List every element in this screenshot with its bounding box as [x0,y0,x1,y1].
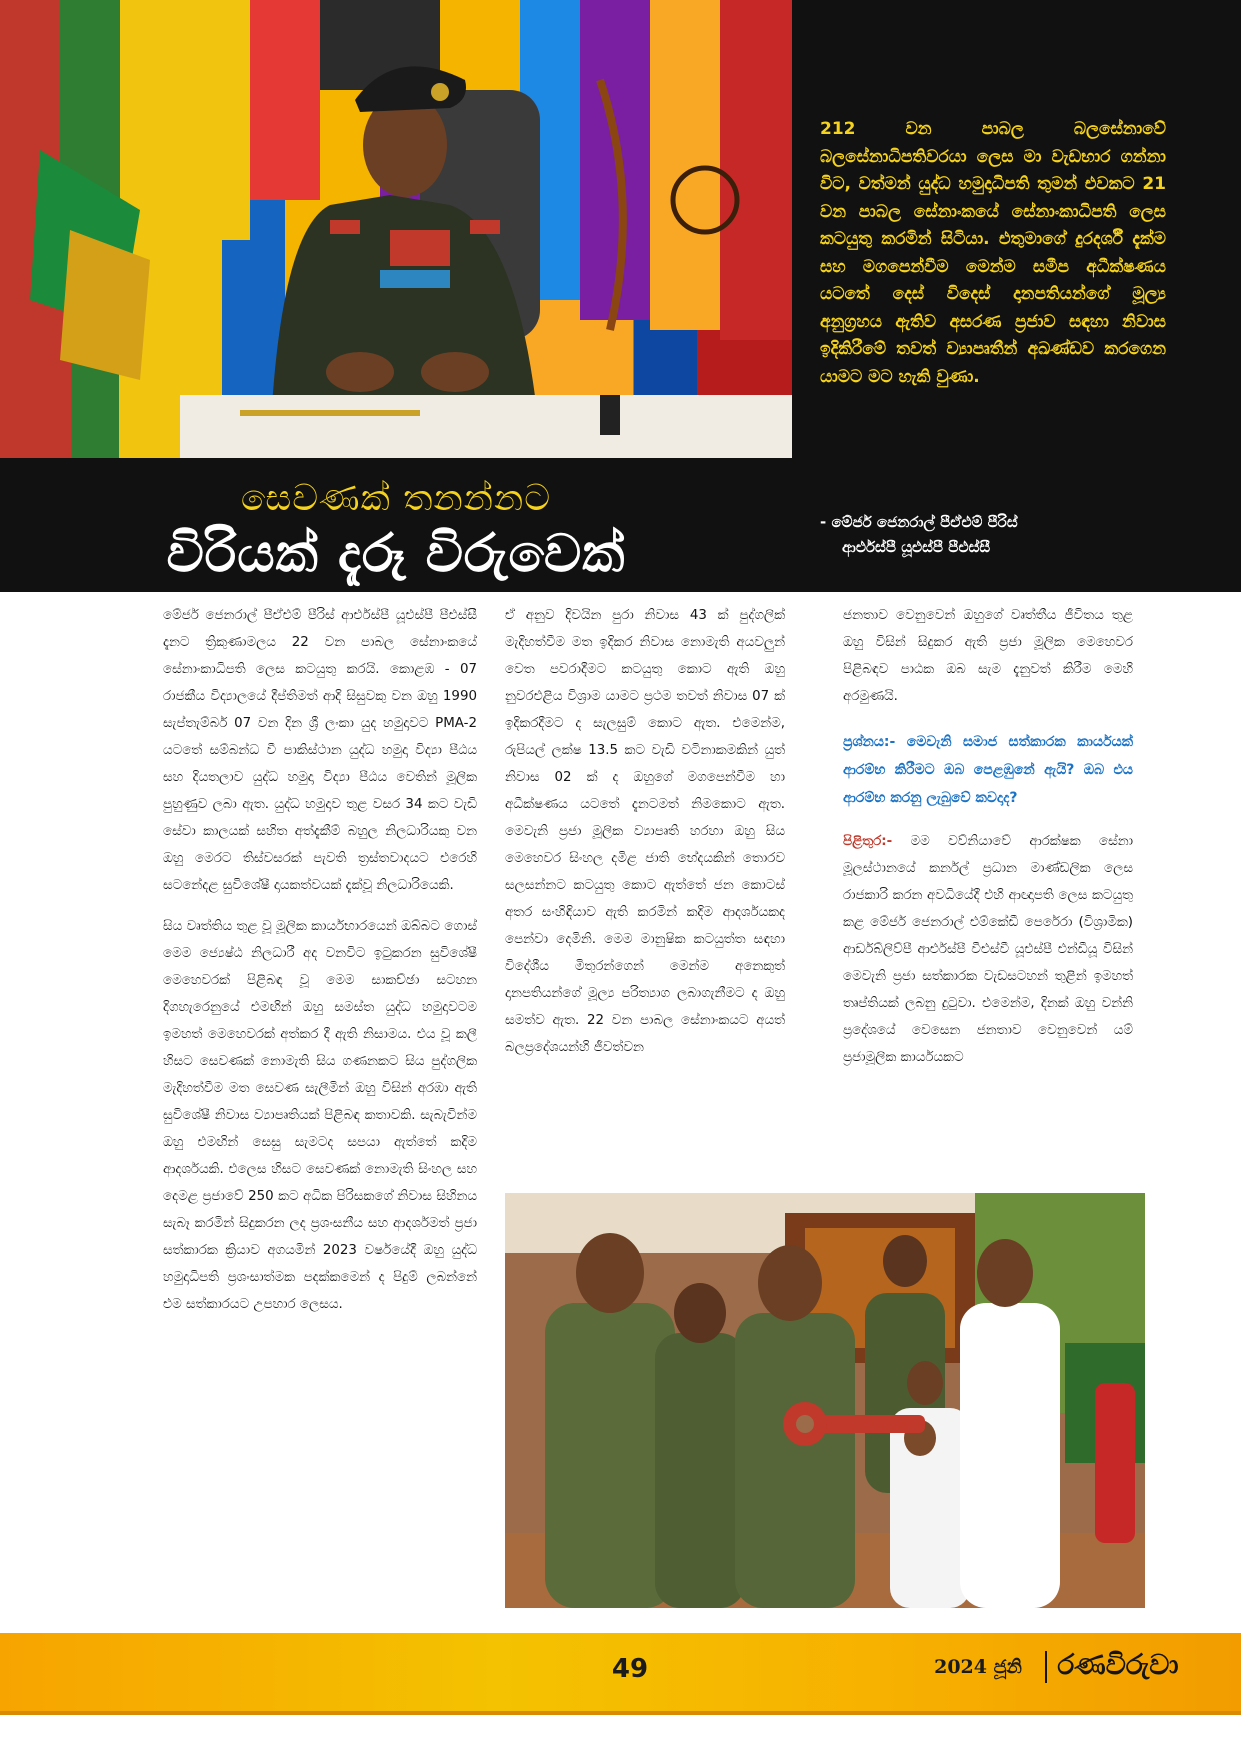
paragraph: මේජර් ජෙනරාල් පීඒඑම් පීරිස් ආර්එස්පී යූඑස්පී පීඑස්සී දැනට ත්‍රිකුණාමලය 22 වන පාබල සේනාංකයේ සේනාංකාධිපති ලෙස කටයුතු කරයි. කොළඹ - 07 රාජකීය විද්‍යාලයේ දීප්තිමත් ආදි සිසුවකු වන ඔහු 1990 සැප්තැම්බර් 07 වන දින ශ්‍රී ලංකා යුද හමුදාවට PMA-2 යටතේ සම්බන්ධ වී පාකිස්ථාන යුද්ධ හමුදා විද්‍යා පීඨය සහ දියතලාව යුද්ධ හමුදා විද්‍යා පීඨය වෙතින් මූලික පුහුණුව ලබා ඇත. යුද්ධ හමුදාව තුළ වසර 34 කට වැඩි සේවා කාලයක් සහිත අත්දැකීම් බහුල නිලධාරියකු වන ඔහු මෙරට තිස්වසරක් පැවති ත්‍රස්තවාදයට එරෙහි සටනේදළ සුවිශේෂී දායකත්වයක් දැක්වූ නිලධාරියෙකි. [163,608,477,893]
question-label: ප්‍රශ්නය:- [843,734,896,750]
pull-quote [800,110,1240,590]
magazine-brand-logo: රණවිරුවා [1057,1648,1179,1681]
article-kicker: සෙවණක් තනන්නට [240,478,552,519]
footer-rule [0,1711,1241,1715]
body-column-2 [505,602,785,1075]
question-text: මෙවැනි සමාජ සත්කාරක කාර්යයක් ආරම්භ කිරීමට ඔබ පෙළඹුනේ ඇයි? ඔබ එය ආරම්භ කරනු ලැබුවේ කවදාද? [843,734,1133,806]
author-name: - මේජර් ජෙනරාල් පීඒඑම් පීරිස් [820,513,1018,531]
key-handover-illustration [505,1193,1145,1608]
page-number: 49 [611,1654,649,1684]
pull-quote-text: 212 වන පාබල බලසේනාවේ බලසේනාධිපතිවරයා ලෙස මා වැඩභාර ගන්නා විට, වත්මන් යුද්ධ හමුදාධිපති තුමන් එවකට 21 වන පාබල සේනාංකයේ සේනාංකාධිපති ලෙස කටයුතු කරමින් සිටියා. එතුමාගේ දුරදර්ශී දැක්ම සහ මගපෙන්වීම මෙන්ම සමීප අධීක්ෂණය යටතේ දෙස් විදෙස් දානපතියන්ගේ මූල්‍ය අනුග්‍රහය ඇතිව අසරණ ප්‍රජාව සඳහා නිවාස ඉදිකිරීමේ තවත් ව්‍යාපෘතීන් අඛණ්ඩව කරගෙන යාමට මට හැකි වුණා. [820,119,1166,387]
author-post-nominals: ආර්එස්පී යූඑස්පී පීඑස්සී [842,538,991,556]
brand-divider [1045,1651,1047,1683]
interview-question [843,728,1133,812]
article-headline: විරියක් දැරූ විරුවෙක් [166,524,626,584]
officer-portrait-photo [0,0,792,458]
issue-date: 2024 ජූනි [934,1656,1022,1678]
paragraph: ජනතාව වෙනුවෙන් ඔහුගේ වෘත්තීය ජීවිතය තුළ ඔහු විසින් සිදුකර ඇති ප්‍රජා මූලික මෙහෙවර පිළිබඳව පාඨක ඔබ සැම දැනුවත් කිරීම මෙහි අරමුණයි. [843,608,1133,704]
answer-text: මම වව්නියාවේ ආරක්ෂක සේනා මූලස්ථානයේ කර්නල් ප්‍රධාන මාණ්ඩලික ලෙස රාජකාරි කරන අවධියේදී එහි ආඥාපති ලෙස කටයුතු කළ මේජර් ජෙනරාල් එම්කේඩී පෙරේරා (විශ්‍රාමික) ආර්ඩබ්ලිව්පී ආර්එස්පී වීඑස්වී යූඑස්පී එන්ඩීයූ විසින් මෙවැනි ප්‍රජා සත්කාරක වැඩසටහන් තුළින් ඉමහත් තෘප්තියක් ලබනු දුටුවා. එමෙන්ම, දිනක් ඔහු වන්නි ප්‍රදේශයේ වෙසෙන ජනතාව වෙනුවෙන් යම් ප්‍රජාමූලික කාර්යයකට [843,834,1133,1065]
paragraph: සිය වෘත්තිය තුළ වූ මූලික කාර්යභාරයෙන් ඔබ්බට ගොස් මෙම ජ්‍යෙෂ්ඨ නිලධාරී අද වනවිට ඉටුකරන සුවිශේෂී මෙහෙවරක් පිළිබඳ වූ මෙම සාකච්ඡා සටහන දිගහැරෙනුයේ එමඟින් ඔහු සමස්ත යුද්ධ හමුදාවටම ඉමහත් මෙහෙවරක් අත්කර දී ඇති නිසාමය. එය වූ කලී හිසට සෙවණක් නොමැති සිය ගණනකට සිය පුද්ගලික මැදිහත්වීම මත සෙවණ සැලීමින් ඔහු විසින් අරඹා ඇති සුවිශේෂී නිවාස ව්‍යාපෘතියක් පිළිබඳ කතාවකි. සැබැවින්ම ඔහු එමඟින් සෙසු සැමටද සපයා ඇත්තේ කදිම ආදර්ශයකි. එලෙස හිසට සෙවණක් නොමැති සිංහල සහ දෙමළ ප්‍රජාවේ 250 කට අධික පිරිසකගේ නිවාස සිහිනය සැබෑ කරමින් සිදුකරන ලද ප්‍රශංසනීය සහ ආදර්ශමත් ප්‍රජා සත්කාරක ක්‍රියාව අගයමින් 2023 වර්ෂයේදී ඔහු යුද්ධ හමුදාධිපති ප්‍රශංසාත්මක පදක්කමෙන් ද පිදුම් ලබන්නේ එම සත්කාරයට උපහාර ලෙසය. [163,919,477,1312]
paragraph: ඒ අනුව දිවයින පුරා නිවාස 43 ක් පුද්ගලික් මැදිහත්වීම මත ඉදිකර නිවාස නොමැති අයවලුන් වෙත පවරාදීමට කටයුතු කොට ඇති ඔහු නුවරඑළිය විශ්‍රාම යාමට ප්‍රථම තවත් නිවාස 07 ක් ඉදිකරදීමට ද සැලසුම් කොට ඇත. එමෙන්ම, රුපියල් ලක්ෂ 13.5 කට වැඩි වටිනාකමකින් යුත් නිවාස 02 ක් ද ඔහුගේ මගපෙන්වීම හා අධීක්ෂණය යටතේ දැනටමත් නිමකොට ඇත. මෙවැනි ප්‍රජා මූලික ව්‍යාපෘති හරහා ඔහු සිය මෙහෙවර සිංහල දමිළ ජාති භේදයකින් තොරව සලසන්නට කටයුතු කොට ඇත්තේ ජන කොටස් අතර සංහිඳියාව ඇති කරමින් කදිම ආදර්ශයකද පෙන්වා දෙමිනි. මෙම මානුෂික කටයුත්ත සඳහා විදේශීය මිතුරන්ගෙන් මෙන්ම අනෙකුත් දානපතියන්ගේ මූල්‍ය පරිත්‍යාග ලබාගැනීමට ද ඔහු සමත්ව ඇත. 22 වන පාබල සේනාංකයට අයත් බලප්‍රදේශයන්හි ජීවත්වන [505,608,785,1055]
officer-portrait-illustration [0,0,792,458]
body-column-3 [843,602,1133,1085]
pull-quote-author [820,510,1180,560]
hero-band [0,0,1241,592]
house-key-handover-photo [505,1193,1145,1608]
body-column-1 [163,602,477,1332]
interview-answer [843,828,1133,1071]
answer-label: පිළිතුර:- [843,834,893,849]
